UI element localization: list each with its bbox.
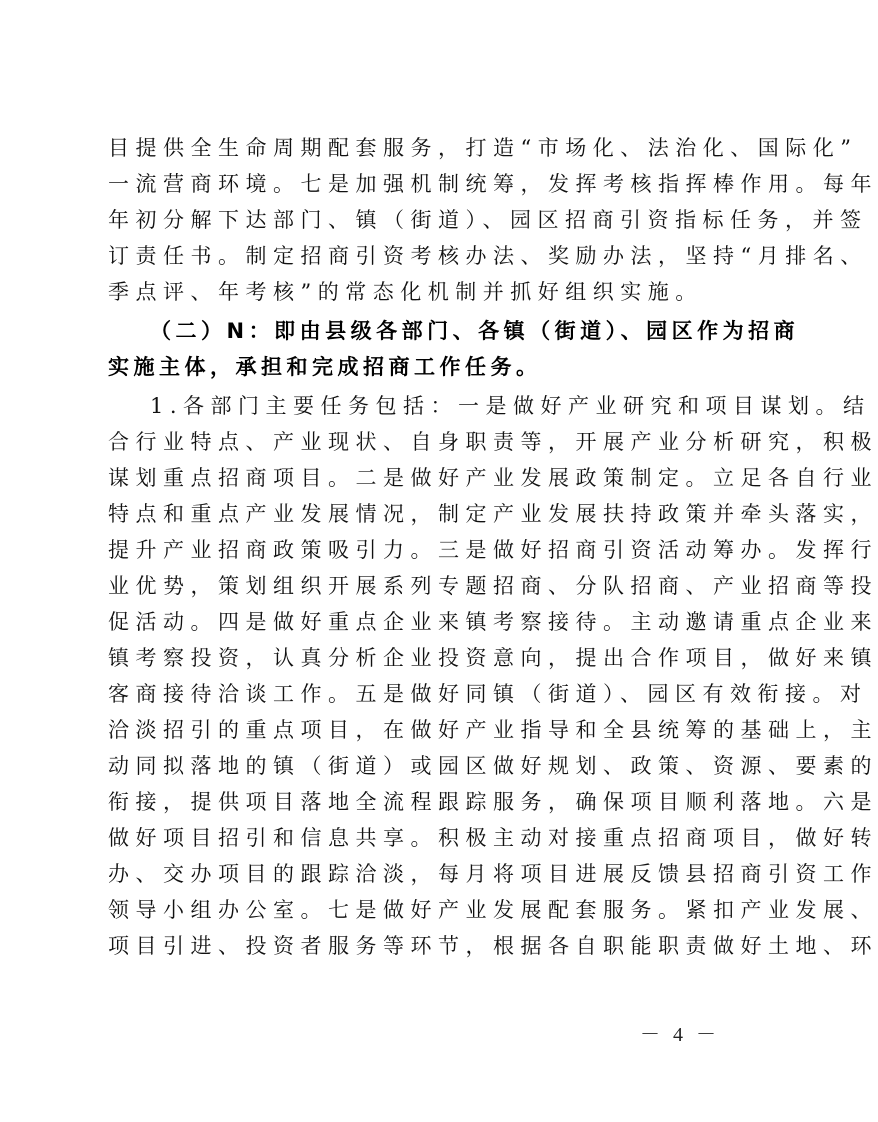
page-number: － 4 － <box>640 1024 720 1046</box>
body-line: 客商接待洽谈工作。五是做好同镇（街道）、园区有效衔接。对 <box>108 682 868 706</box>
body-line: 特点和重点产业发展情况，制定产业发展扶持政策并牵头落实， <box>108 502 878 526</box>
body-line: 季点评、年考核”的常态化机制并抓好组织实施。 <box>108 280 703 304</box>
body-line: 洽淡招引的重点项目，在做好产业指导和全县统筹的基础上，主 <box>108 718 878 742</box>
body-line: 一流营商环境。七是加强机制统筹，发挥考核指挥棒作用。每年 <box>108 172 878 196</box>
body-line: 项目引进、投资者服务等环节，根据各自职能职责做好土地、环 <box>108 934 878 958</box>
body-line: 业优势，策划组织开展系列专题招商、分队招商、产业招商等投 <box>108 574 878 598</box>
body-line: 1.各部门主要任务包括：一是做好产业研究和项目谋划。结 <box>150 394 871 418</box>
body-line: 领导小组办公室。七是做好产业发展配套服务。紧扣产业发展、 <box>108 898 878 922</box>
body-line: 目提供全生命周期配套服务，打造“市场化、法治化、国际化” <box>108 136 858 160</box>
body-line: 动同拟落地的镇（街道）或园区做好规划、政策、资源、要素的 <box>108 754 878 778</box>
body-line: 谋划重点招商项目。二是做好产业发展政策制定。立足各自行业 <box>108 466 878 490</box>
body-line: 衔接，提供项目落地全流程跟踪服务，确保项目顺利落地。六是 <box>108 790 878 814</box>
body-line: 办、交办项目的跟踪洽淡，每月将项目进展反馈县招商引资工作 <box>108 862 878 886</box>
section-heading-line: 实施主体，承担和完成招商工作任务。 <box>108 355 542 379</box>
body-line: 合行业特点、产业现状、自身职责等，开展产业分析研究，积极 <box>108 430 878 454</box>
section-heading-line: （二）N：即由县级各部门、各镇（街道）、园区作为招商 <box>150 319 800 343</box>
body-line: 镇考察投资，认真分析企业投资意向，提出合作项目，做好来镇 <box>108 646 878 670</box>
body-line: 做好项目招引和信息共享。积极主动对接重点招商项目，做好转 <box>108 826 878 850</box>
body-line: 提升产业招商政策吸引力。三是做好招商引资活动筹办。发挥行 <box>108 538 878 562</box>
body-line: 订责任书。制定招商引资考核办法、奖励办法，坚持“月排名、 <box>108 244 868 268</box>
body-line: 年初分解下达部门、镇（街道）、园区招商引资指标任务，并签 <box>108 208 868 232</box>
body-line: 促活动。四是做好重点企业来镇考察接待。主动邀请重点企业来 <box>108 610 878 634</box>
